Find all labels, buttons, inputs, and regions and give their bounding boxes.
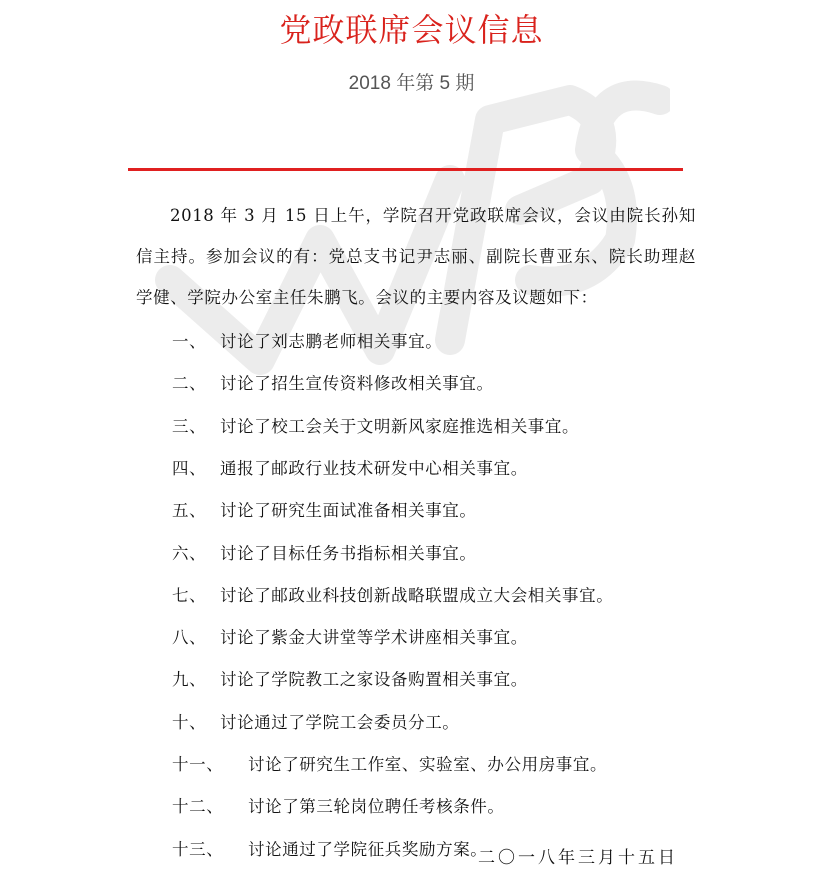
agenda-item-number: 一、: [172, 332, 207, 351]
agenda-item-text: 通报了邮政行业技术研发中心相关事宜。: [220, 458, 528, 478]
agenda-item: [172, 750, 608, 780]
document-date: 二〇一八年三月十五日: [478, 848, 678, 868]
agenda-item: [172, 369, 494, 399]
agenda-item-number: 九、: [172, 670, 207, 690]
agenda-item-number: 十、: [172, 712, 207, 732]
agenda-item-number: 三、: [172, 416, 207, 436]
agenda-item-number: 十一、: [172, 755, 224, 774]
agenda-item-text: 讨论了校工会关于文明新风家庭推选相关事宜。: [220, 416, 580, 436]
agenda-item-number: 四、: [172, 458, 207, 478]
agenda-item-text: 讨论了紫金大讲堂等学术讲座相关事宜。: [220, 628, 528, 648]
agenda-item: [172, 581, 614, 611]
agenda-item: [172, 708, 460, 738]
agenda-item-number: 二、: [172, 374, 207, 394]
agenda-item-text: 讨论了邮政业科技创新战略联盟成立大会相关事宜。: [220, 585, 614, 605]
agenda-item-text: 讨论了研究生工作室、实验室、办公用房事宜。: [248, 755, 608, 774]
agenda-item-text: 讨论了研究生面试准备相关事宜。: [220, 501, 477, 521]
agenda-item: [172, 792, 505, 822]
intro-paragraph: 2018 年 3 月 15 日上午，学院召开党政联席会议，会议由院长孙知信主持。参加会议的有：党总支书记尹志丽、副院长曹亚东、院长助理赵学健、学院办公室主任朱鹏飞。会议的主要内容及议题如下：: [136, 206, 696, 307]
agenda-item: [172, 412, 580, 442]
agenda-item-text: 讨论通过了学院工会委员分工。: [220, 712, 460, 732]
agenda-item: [172, 835, 488, 865]
agenda-item-number: 五、: [172, 501, 207, 521]
document-title: 党政联席会议信息: [279, 11, 544, 49]
agenda-item-number: 十二、: [172, 797, 224, 817]
agenda-item-number: 八、: [172, 628, 207, 648]
agenda-item-text: 讨论了学院教工之家设备购置相关事宜。: [220, 670, 528, 690]
red-divider-line: [128, 168, 683, 171]
agenda-item-text: 讨论了招生宣传资料修改相关事宜。: [220, 374, 494, 394]
agenda-item-text: 讨论通过了学院征兵奖励方案。: [248, 839, 488, 859]
agenda-item-text: 讨论了第三轮岗位聘任考核条件。: [248, 797, 505, 817]
agenda-item: [172, 496, 477, 526]
agenda-item: [172, 665, 528, 695]
issue-number: 2018 年第 5 期: [348, 73, 475, 94]
agenda-item: [172, 539, 477, 569]
agenda-item: [172, 623, 528, 653]
agenda-item-number: 六、: [172, 543, 207, 563]
agenda-item-number: 十三、: [172, 839, 224, 859]
agenda-item: [172, 454, 528, 484]
agenda-item: [172, 327, 443, 357]
agenda-item-text: 讨论了刘志鹏老师相关事宜。: [220, 332, 443, 351]
agenda-item-number: 七、: [172, 585, 207, 605]
agenda-item-text: 讨论了目标任务书指标相关事宜。: [220, 543, 477, 563]
